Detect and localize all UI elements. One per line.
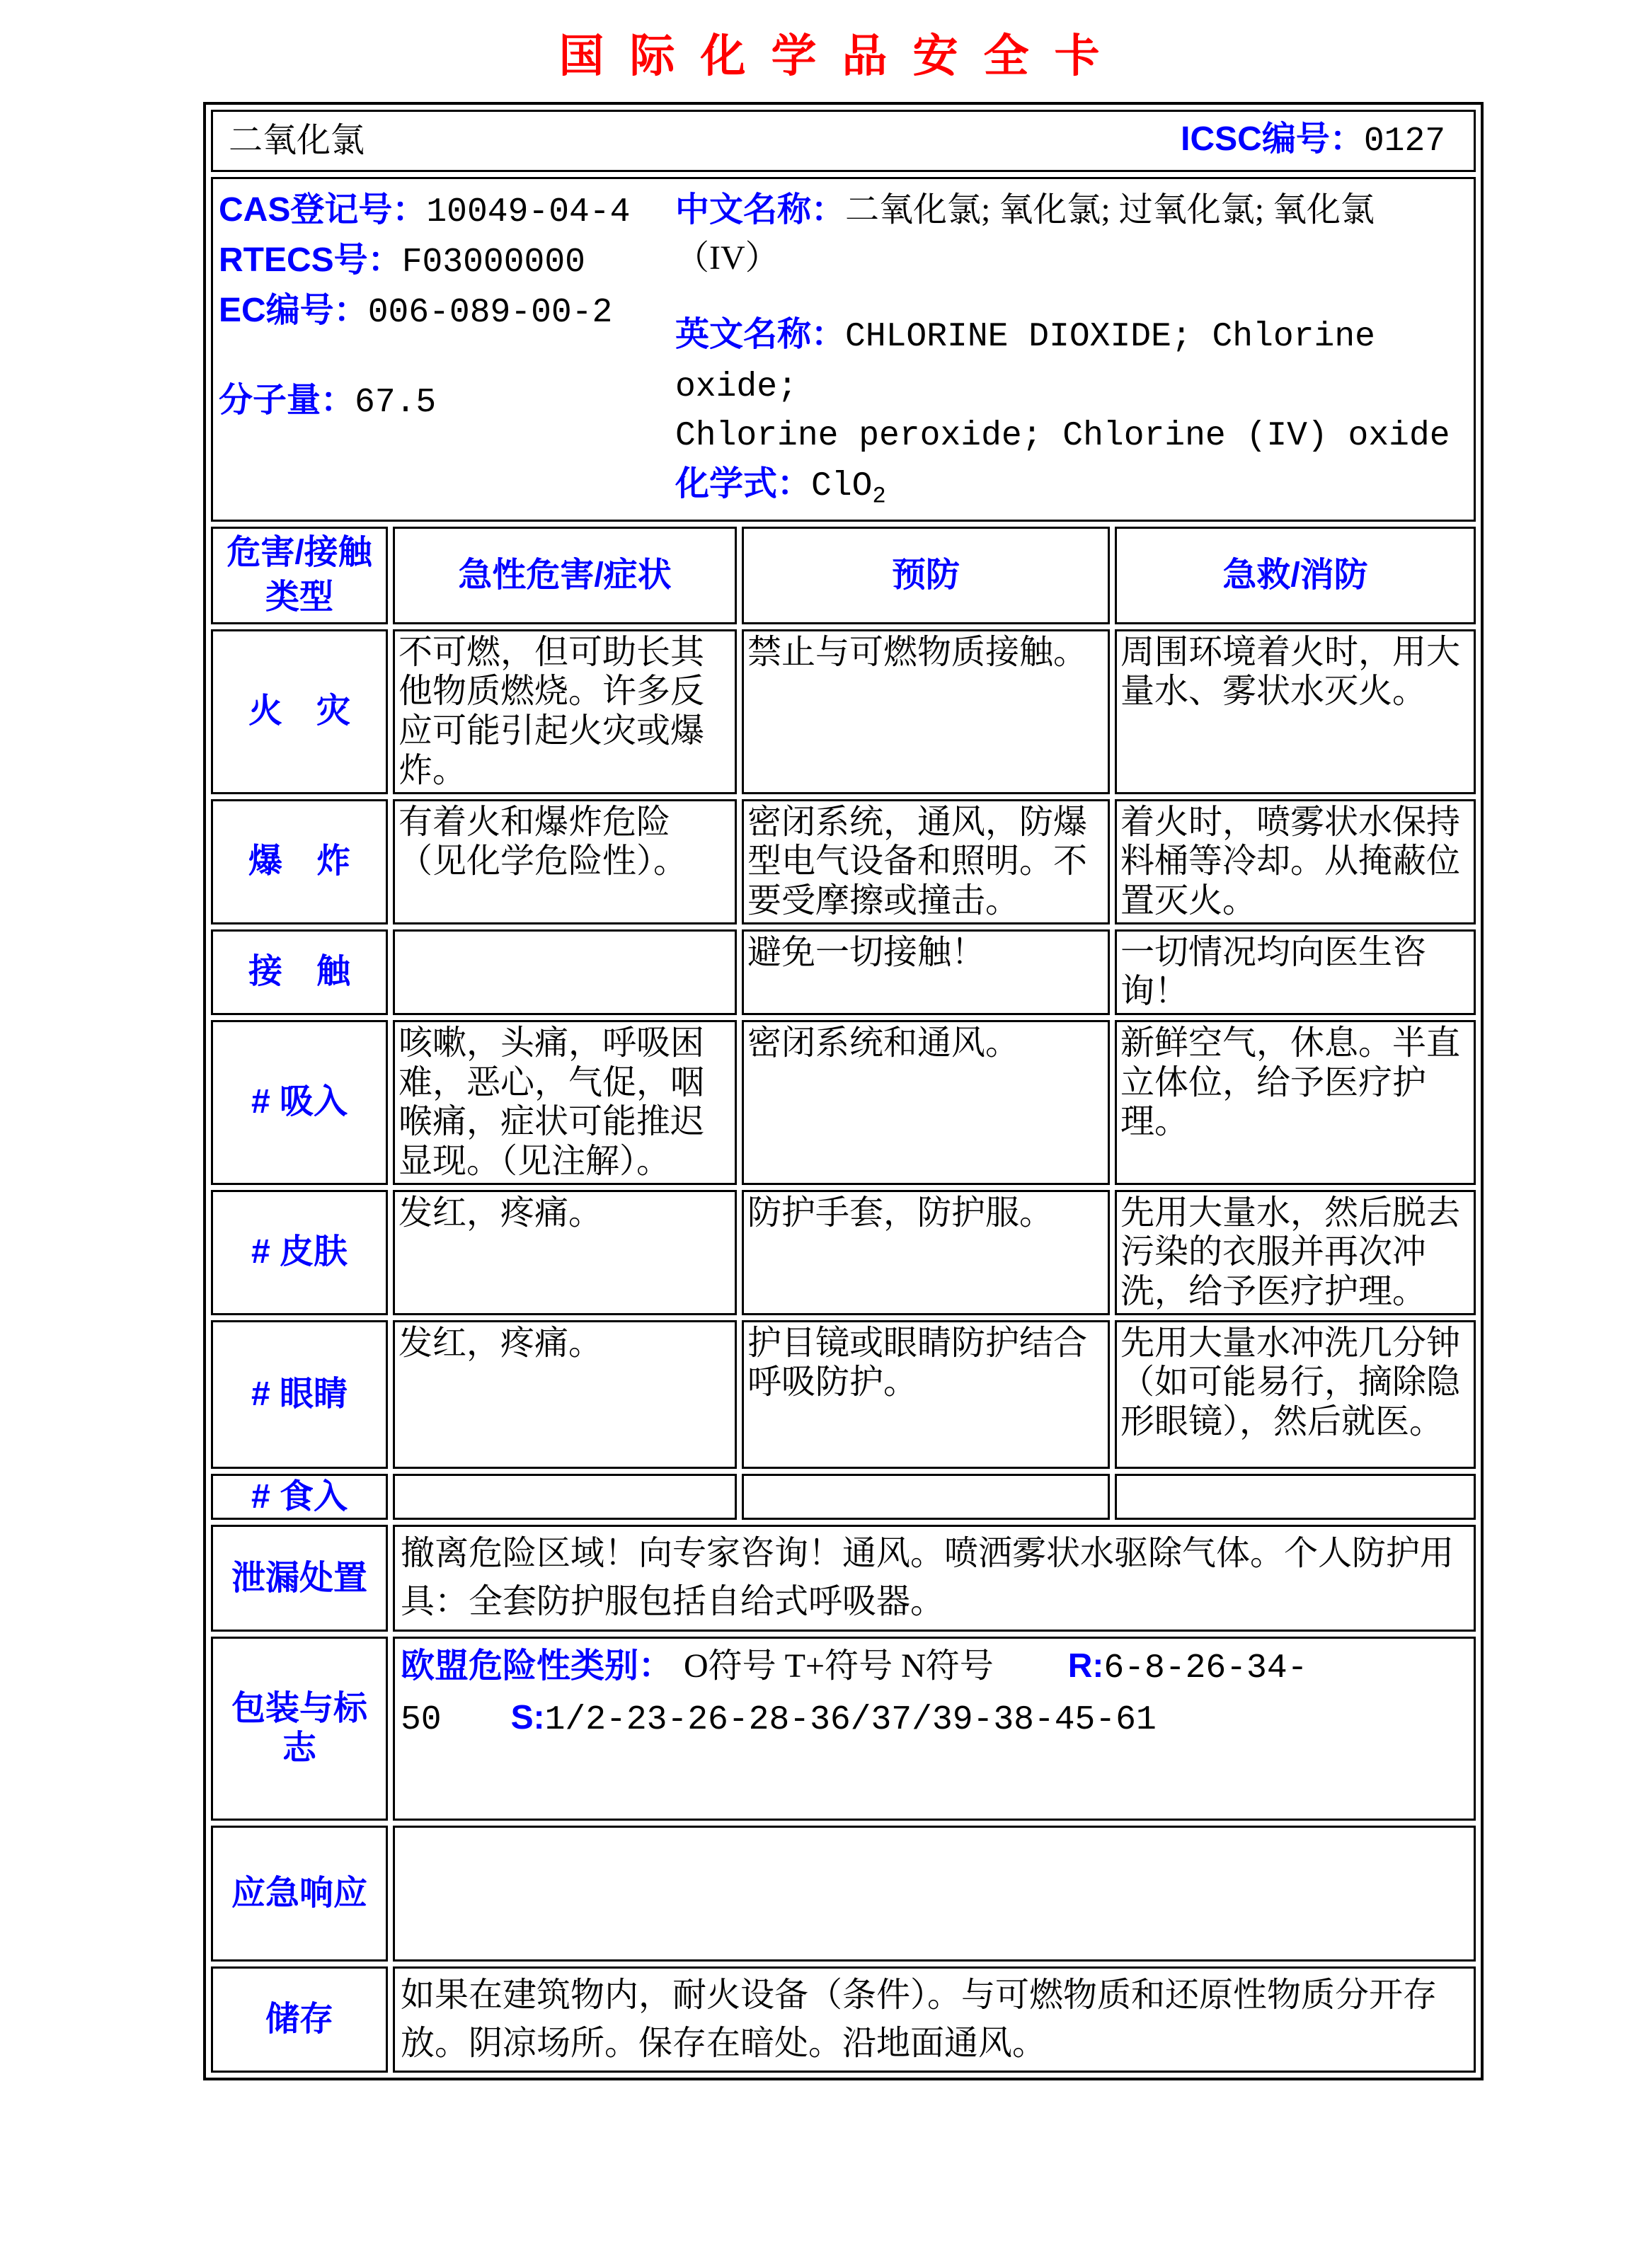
- row-label-packaging: 包装与标志: [211, 1637, 388, 1821]
- fire-response-text: 周围环境着火时，用大量水、雾状水灭火。: [1115, 629, 1476, 794]
- row-label-explosion: 爆 炸: [211, 799, 388, 924]
- chinese-name-block: [675, 186, 1469, 282]
- icsc-number: 0127: [1363, 122, 1446, 161]
- storage-content: 如果在建筑物内，耐火设备（条件）。与可燃物质和还原性物质分开存放。阴凉场所。保存在暗处。沿地面通风。: [393, 1966, 1476, 2073]
- table-row: [211, 110, 1476, 172]
- identifiers-left: [219, 186, 675, 428]
- identifiers-cell: [211, 177, 1476, 522]
- skin-response-text: 先用大量水，然后脱去污染的衣服并再次冲洗，给予医疗护理。: [1115, 1190, 1476, 1315]
- chinese-name-label: 中文名称：: [675, 191, 846, 229]
- table-row-eyes: [211, 1320, 1476, 1469]
- header-first-aid: 急救/消防: [1115, 527, 1476, 624]
- english-name-label: 英文名称：: [675, 316, 846, 354]
- s-phrases-label: S:: [510, 1698, 545, 1736]
- formula-label: 化学式：: [675, 464, 812, 503]
- english-name-value: CHLORINE DIOXIDE; Chlorine oxide;: [675, 318, 1375, 407]
- name-bar: [211, 110, 1476, 172]
- table-row-skin: [211, 1190, 1476, 1315]
- english-name-value-2: Chlorine peroxide; Chlorine (IV) oxide: [675, 416, 1450, 455]
- substance-name: 二氧化氯: [229, 122, 365, 160]
- table-row-inhalation: [211, 1020, 1476, 1185]
- table-row-packaging: [211, 1637, 1476, 1821]
- page-title: 国际化学品安全卡: [558, 31, 1125, 81]
- row-label-skin: # 皮肤: [211, 1190, 388, 1315]
- inhalation-prevention-text: 密闭系统和通风。: [742, 1020, 1110, 1185]
- ingestion-prevention-text: [742, 1474, 1110, 1521]
- cas-label: CAS登记号：: [219, 191, 427, 229]
- table-row-storage: [211, 1966, 1476, 2073]
- table-row-emergency: [211, 1826, 1476, 1962]
- row-label-spill: 泄漏处置: [211, 1525, 388, 1631]
- eyes-response-text: 先用大量水冲洗几分钟（如可能易行，摘除隐形眼镜），然后就医。: [1115, 1320, 1476, 1469]
- formula-value: ClO$_2$: [811, 466, 886, 510]
- ec-value: 006-089-00-2: [367, 294, 613, 333]
- row-label-exposure: 接 触: [211, 929, 388, 1015]
- skin-prevention-text: 防护手套，防护服。: [742, 1190, 1110, 1315]
- identifiers-right: [675, 186, 1474, 513]
- molecular-weight-value: 67.5: [355, 384, 437, 423]
- table-row-explosion: [211, 799, 1476, 924]
- row-label-emergency: 应急响应: [211, 1826, 388, 1962]
- table-header-row: [211, 527, 1476, 624]
- table-row-spill: [211, 1525, 1476, 1631]
- chinese-name-value-2: （IV）: [675, 239, 779, 277]
- row-label-storage: 储存: [211, 1966, 388, 2073]
- rtecs-value: F03000000: [401, 244, 585, 282]
- row-label-ingestion: # 食入: [211, 1474, 388, 1521]
- inhalation-response-text: 新鲜空气，休息。半直立体位，给予医疗护理。: [1115, 1020, 1476, 1185]
- row-label-fire: 火 灾: [211, 629, 388, 794]
- ingestion-hazard-text: [393, 1474, 737, 1521]
- table-row-ingestion: [211, 1474, 1476, 1521]
- eu-class-label: 欧盟危险性类别：: [401, 1647, 673, 1685]
- skin-hazard-text: 发红，疼痛。: [393, 1190, 737, 1315]
- icsc-number-group: [1181, 120, 1458, 162]
- packaging-content: [393, 1637, 1476, 1821]
- eu-symbols: O符号 T+符号 N符号: [684, 1647, 994, 1685]
- chinese-name-value: 二氧化氯; 氧化氯; 过氧化氯; 氧化氯: [845, 191, 1375, 229]
- emergency-content: [393, 1826, 1476, 1962]
- table-row: [211, 177, 1476, 522]
- row-label-eyes: # 眼睛: [211, 1320, 388, 1469]
- s-phrases-value: 1/2-23-26-28-36/37/39-38-45-61: [544, 1700, 1157, 1739]
- explosion-prevention-text: 密闭系统，通风，防爆型电气设备和照明。不要受摩擦或撞击。: [742, 799, 1110, 924]
- fire-hazard-text: 不可燃，但可助长其他物质燃烧。许多反应可能引起火灾或爆炸。: [393, 629, 737, 794]
- molecular-weight-label: 分子量：: [219, 382, 355, 420]
- table-row-fire: [211, 629, 1476, 794]
- rtecs-label: RTECS号：: [219, 241, 402, 280]
- english-name-block: [675, 311, 1469, 459]
- table-row-exposure: [211, 929, 1476, 1015]
- fire-prevention-text: 禁止与可燃物质接触。: [742, 629, 1110, 794]
- header-hazard-type: 危害/接触 类型: [211, 527, 388, 624]
- header-acute-hazard: 急性危害/症状: [393, 527, 737, 624]
- icsc-label: ICSC编号：: [1181, 120, 1364, 159]
- header-prevention: 预防: [742, 527, 1110, 624]
- formula-block: [675, 460, 1469, 513]
- explosion-hazard-text: 有着火和爆炸危险（见化学危险性）。: [393, 799, 737, 924]
- r-phrases-value: 6-8-26-34-50: [401, 1649, 1308, 1739]
- r-phrases-label: R:: [1067, 1647, 1104, 1685]
- exposure-response-text: 一切情况均向医生咨询！: [1115, 929, 1476, 1015]
- ec-label: EC编号：: [219, 292, 368, 330]
- explosion-response-text: 着火时，喷雾状水保持料桶等冷却。从掩蔽位置灭火。: [1115, 799, 1476, 924]
- ingestion-response-text: [1115, 1474, 1476, 1521]
- spill-content: 撤离危险区域！向专家咨询！通风。喷洒雾状水驱除气体。个人防护用具：全套防护服包括自给式呼吸器。: [393, 1525, 1476, 1631]
- exposure-hazard-text: [393, 929, 737, 1015]
- exposure-prevention-text: 避免一切接触！: [742, 929, 1110, 1015]
- row-label-inhalation: # 吸入: [211, 1020, 388, 1185]
- safety-card-table: [203, 102, 1484, 2080]
- inhalation-hazard-text: 咳嗽，头痛，呼吸困难，恶心，气促，咽喉痛，症状可能推迟显现。（见注解）。: [393, 1020, 737, 1185]
- eyes-hazard-text: 发红，疼痛。: [393, 1320, 737, 1469]
- cas-value: 10049-04-4: [426, 193, 631, 231]
- eyes-prevention-text: 护目镜或眼睛防护结合呼吸防护。: [742, 1320, 1110, 1469]
